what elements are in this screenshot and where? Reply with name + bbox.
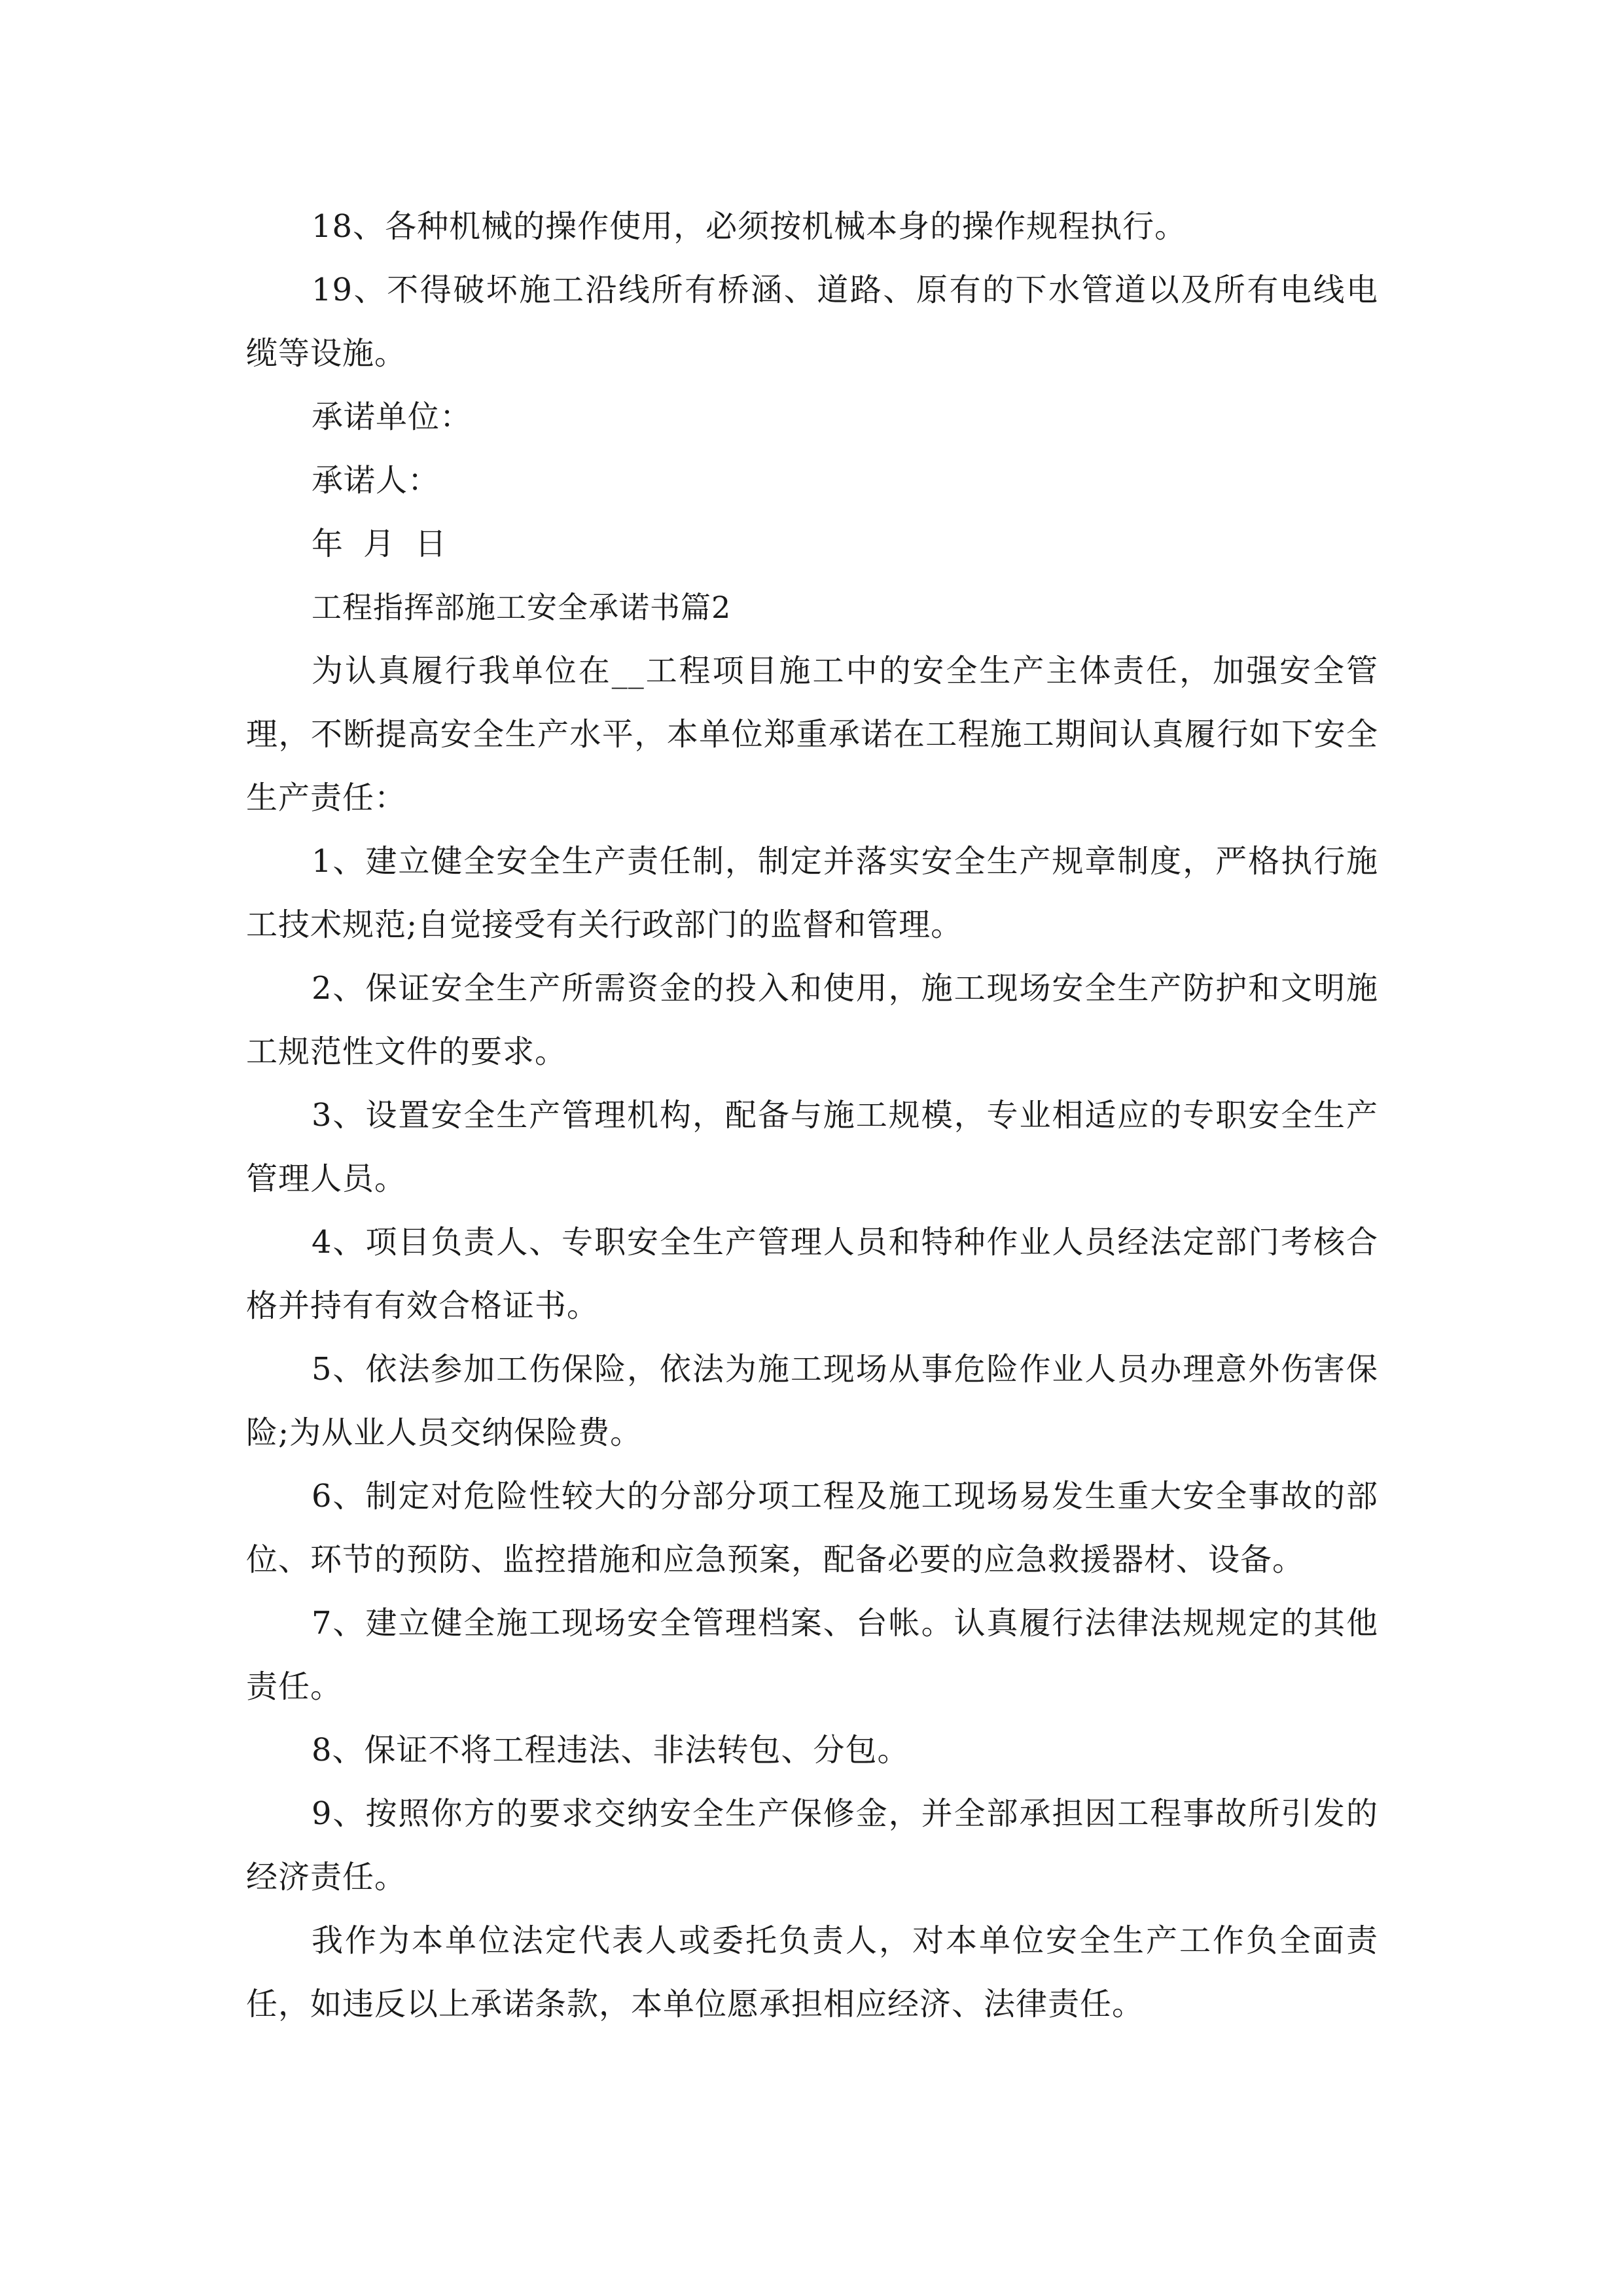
date-year: 年 — [312, 526, 344, 562]
clause-9: 9、按照你方的要求交纳安全生产保修金，并全部承担因工程事故所引发的经济责任。 — [246, 1795, 1378, 1895]
clause-2: 2、保证安全生产所需资金的投入和使用，施工现场安全生产防护和文明施工规范性文件的要求。 — [246, 970, 1378, 1070]
intro-paragraph: 为认真履行我单位在__工程项目施工中的安全生产主体责任，加强安全管理，不断提高安全生产水平，本单位郑重承诺在工程施工期间认真履行如下安全生产责任： — [246, 653, 1378, 816]
date-line — [246, 512, 1378, 576]
clause-8: 8、保证不将工程违法、非法转包、分包。 — [312, 1732, 910, 1768]
section-title: 工程指挥部施工安全承诺书篇2 — [312, 590, 732, 625]
promise-person-label: 承诺人： — [312, 462, 440, 499]
promise-unit-label: 承诺单位： — [312, 399, 473, 435]
clause-7: 7、建立健全施工现场安全管理档案、台帐。认真履行法律法规规定的其他责任。 — [246, 1605, 1378, 1705]
date-month: 月 — [363, 526, 396, 562]
date-day: 日 — [415, 526, 448, 562]
clause-18: 18、各种机械的操作使用，必须按机械本身的操作规程执行。 — [312, 208, 1187, 245]
clause-6: 6、制定对危险性较大的分部分项工程及施工现场易发生重大安全事故的部位、环节的预防、监控措施和应急预案，配备必要的应急救援器材、设备。 — [246, 1478, 1378, 1578]
document-body — [246, 195, 1378, 2036]
clause-19: 19、不得破坏施工沿线所有桥涵、道路、原有的下水管道以及所有电线电缆等设施。 — [246, 272, 1378, 372]
clause-4: 4、项目负责人、专职安全生产管理人员和特种作业人员经法定部门考核合格并持有有效合格证书。 — [246, 1224, 1378, 1324]
clause-3: 3、设置安全生产管理机构，配备与施工规模，专业相适应的专职安全生产管理人员。 — [246, 1097, 1378, 1197]
clause-5: 5、依法参加工伤保险，依法为施工现场从事危险作业人员办理意外伤害保险;为从业人员交纳保险费。 — [246, 1351, 1378, 1451]
closing-paragraph: 我作为本单位法定代表人或委托负责人，对本单位安全生产工作负全面责任，如违反以上承诺条款，本单位愿承担相应经济、法律责任。 — [246, 1922, 1378, 2022]
clause-1: 1、建立健全安全生产责任制，制定并落实安全生产规章制度，严格执行施工技术规范;自觉接受有关行政部门的监督和管理。 — [246, 843, 1378, 943]
